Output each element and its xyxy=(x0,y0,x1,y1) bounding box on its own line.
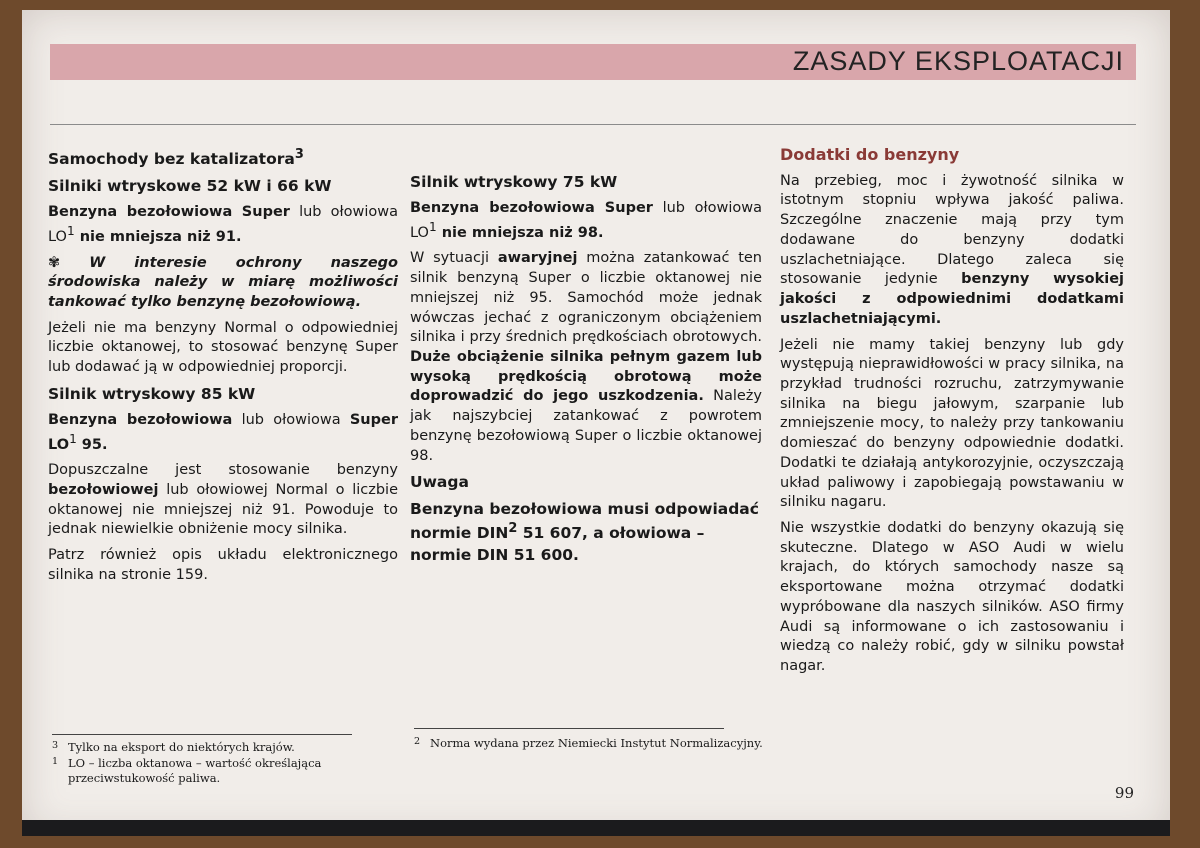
paragraph-fuel-98: Benzyna bezołowiowa Super lub ołowiowa $LO^1$ nie mniejsza niż 98. xyxy=(410,200,762,241)
footnote-rule-middle xyxy=(414,728,724,729)
paragraph-emergency: W sytuacji awaryjnej można zatankować ten silnik benzyną Super o liczbie oktanowej nie mniejszej niż 95. Samochód może jednak wówczas jechać z ograniczonym obciążeniem silnika i przy średnich prędkościach obrotowych. Duże obciążenie silnika pełnym gazem lub wysoką prędkością obrotową może doprowadzić do jego uszkodzenia. Należy jak najszybciej zatankować z powrotem benzynę bezołowiową Super o liczbie oktanowej 98. xyxy=(410,250,762,464)
paragraph-additives-problems: Jeżeli nie mamy takiej benzyny lub gdy występują nieprawidłowości w pracy silnika, na przykład trudności rozruchu, zatrzymywanie silnika na biegu jałowym, szarpanie lub zmniejszenie mocy, to należy przy tankowaniu domieszać do benzyny odpowiednie dodatki. Dodatki te działają antykorozyjnie, oczyszczają układ paliwowy i zapobiegają powstawaniu w silniku nagaru. xyxy=(780,336,1124,511)
paragraph-additives-aso: Nie wszystkie dodatki do benzyny okazują się skuteczne. Dlatego w ASO Audi w wielu krajach, do których samochody nasze są eksportowane można otrzymać dodatki wypróbowane dla naszych silników. ASO firmy Audi są informowane o ich zastosowaniu i wiedzą co należy robić, gdy w silniku powstał nagar. xyxy=(780,519,1124,674)
column-3 xyxy=(780,144,1124,683)
heading-engines-52-66: Silniki wtryskowe 52 kW i 66 kW xyxy=(48,177,332,196)
heading-no-catalyst: Samochody bez katalizatora$^3$ xyxy=(48,147,304,169)
paragraph-allowed-fuel: Dopuszczalne jest stosowanie benzyny bezołowiowej lub ołowiowej Normal o liczbie oktanowej nie mniejszej niż 91. Powoduje to jednak niewielkie obniżenie mocy silnika. xyxy=(48,462,398,538)
paragraph-see-also: Patrz również opis układu elektronicznego silnika na stronie 159. xyxy=(48,547,398,583)
column-2 xyxy=(410,166,762,572)
heading-note: Uwaga xyxy=(410,473,469,492)
header-rule xyxy=(50,124,1136,125)
paragraph-environment-note: ✾ W interesie ochrony naszego środowiska należy w miarę możliwości tankować tylko benzynę bezołowiową. xyxy=(48,254,398,311)
footnote-3: 3 Tylko na eksport do niektórych krajów. xyxy=(52,740,295,754)
paragraph-additives-quality: Na przebieg, moc i żywotność silnika w istotnym stopniu wpływa jakość paliwa. Szczególne znaczenie mają przy tym dodawane do benzyny dodatki uszlachetniające. Dlatego zaleca się stosowanie jedynie benzyny wysokiej jakości z odpowiednimi dodatkami uszlachetniającymi. xyxy=(780,172,1125,327)
paragraph-fuel-91: Benzyna bezołowiowa Super lub ołowiowa $LO^1$ nie mniejsza niż 91. xyxy=(48,204,398,245)
footnotes-left xyxy=(52,740,382,787)
paragraph-normal-fuel: Jeżeli nie ma benzyny Normal o odpowiedniej liczbie oktanowej, to stosować benzynę Super lub dodawać ją w odpowiedniej proporcji. xyxy=(48,319,398,376)
heading-fuel-additives: Dodatki do benzyny xyxy=(780,145,960,164)
footnote-rule-left xyxy=(52,734,352,735)
heading-engine-75: Silnik wtryskowy 75 kW xyxy=(410,173,618,191)
column-1 xyxy=(48,140,398,592)
section-title: ZASADY EKSPLOATACJI xyxy=(792,46,1124,76)
environment-flower-icon: ✾ xyxy=(48,254,61,271)
paragraph-din-norm: Benzyna bezołowiowa musi odpowiadać normie DIN$^2$ 51 607, a ołowiowa – normie DIN 51 600. xyxy=(410,500,759,564)
footnote-2: 2 Norma wydana przez Niemiecki Instytut Normalizacyjny. xyxy=(414,736,763,750)
footnotes-middle xyxy=(414,736,834,752)
page-number: 99 xyxy=(1114,784,1134,802)
paragraph-fuel-95: Benzyna bezołowiowa lub ołowiowa Super $LO^1$ 95. xyxy=(48,411,398,453)
manual-page xyxy=(22,10,1170,836)
section-header-band xyxy=(50,44,1136,80)
footnote-1: 1 LO – liczba oktanowa – wartość określająca przeciwstukowość paliwa. xyxy=(52,755,322,786)
heading-engine-85: Silnik wtryskowy 85 kW xyxy=(48,384,256,403)
